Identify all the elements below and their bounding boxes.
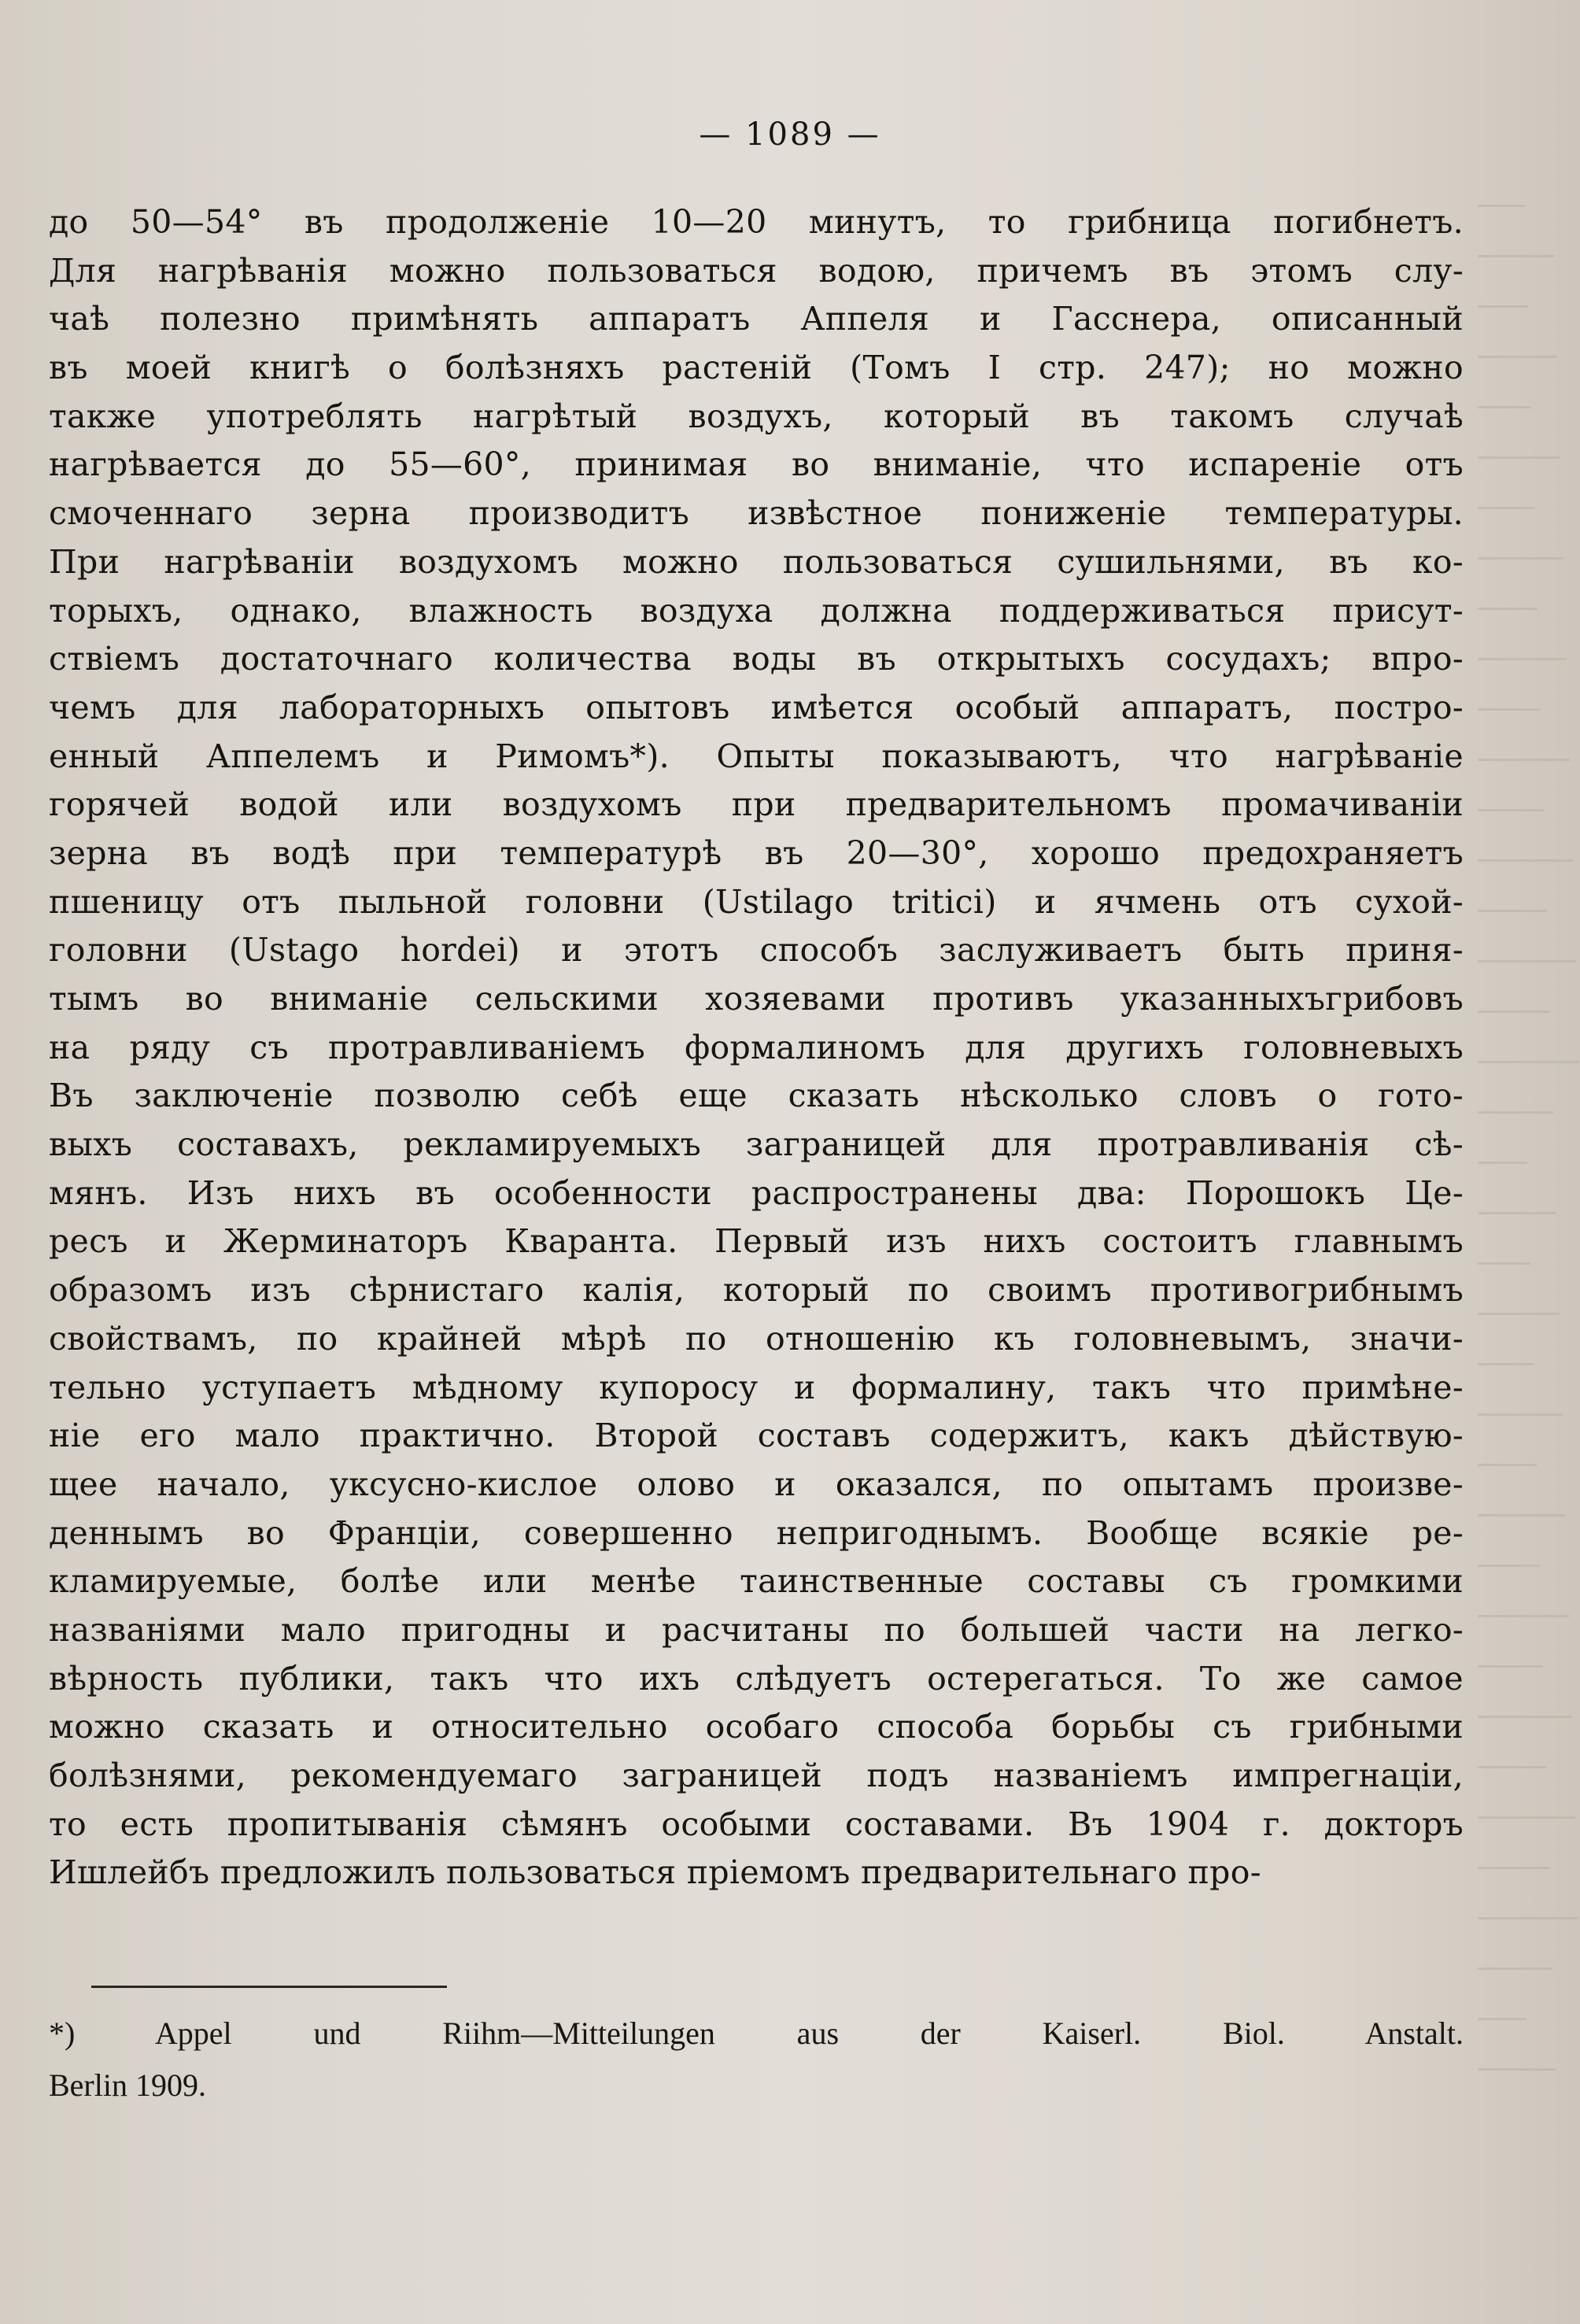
text-line: также употреблять нагрѣтый воздухъ, который въ такомъ случаѣ <box>49 397 1464 435</box>
show-through-mark <box>1478 2018 1526 2020</box>
text-line: мянъ. Изъ нихъ въ особенности распространены два: Порошокъ Це- <box>49 1173 1464 1212</box>
show-through-mark <box>1478 708 1541 711</box>
show-through-mark <box>1478 1464 1537 1466</box>
show-through-mark <box>1478 1111 1553 1114</box>
show-through-mark <box>1478 1162 1527 1164</box>
show-through-mark <box>1478 1665 1543 1668</box>
footnote-separator <box>91 1986 447 1988</box>
text-line: ресъ и Жерминаторъ Кваранта. Первый изъ нихъ состоитъ главнымъ <box>49 1222 1464 1261</box>
text-line: горячей водой или воздухомъ при предварительномъ промачиваніи <box>49 785 1464 824</box>
show-through-mark <box>1478 406 1531 408</box>
show-through-mark <box>1478 557 1563 560</box>
text-line: на ряду съ протравливаніемъ формалиномъ для другихъ головневыхъ <box>49 1028 1464 1066</box>
show-through-mark <box>1478 1766 1546 1768</box>
show-through-mark <box>1478 1816 1575 1819</box>
text-line: болѣзнями, рекомендуемаго заграницей подъ названіемъ импрегнаціи, <box>49 1757 1464 1794</box>
show-through-mark <box>1478 205 1525 207</box>
text-line: образомъ изъ сѣрнистаго калія, который по своимъ противогрибнымъ <box>49 1271 1464 1310</box>
show-through-mark <box>1478 1262 1530 1265</box>
show-through-mark <box>1478 1061 1579 1063</box>
show-through-mark <box>1478 1514 1566 1517</box>
text-line: свойствамъ, по крайней мѣрѣ по отношенію къ головневымъ, значи- <box>49 1319 1464 1358</box>
footnote <box>49 2008 1464 2112</box>
show-through-mark <box>1478 1011 1550 1013</box>
show-through-mark <box>1478 1716 1572 1718</box>
text-line: тымъ во вниманіе сельскими хозяевами противъ указанныхъгрибовъ <box>49 980 1464 1018</box>
text-line: ствіемъ достаточнаго количества воды въ открытыхъ сосудахъ; впро- <box>49 640 1464 678</box>
footnote-line: Berlin 1909. <box>49 2067 206 2103</box>
text-line: енный Аппелемъ и Римомъ*). Опыты показываютъ, что нагрѣваніе <box>49 737 1464 775</box>
show-through-mark <box>1478 507 1534 509</box>
show-through-mark <box>1478 608 1538 610</box>
show-through-mark <box>1478 658 1567 660</box>
page-number: — 1089 — <box>699 116 881 153</box>
text-line: ніе его мало практично. Второй составъ содержитъ, какъ дѣйствую- <box>49 1417 1464 1455</box>
show-through-mark <box>1478 1967 1552 1970</box>
text-line: выхъ составахъ, рекламируемыхъ заграницей для протравливанія сѣ- <box>49 1125 1464 1164</box>
show-through-mark <box>1478 1212 1556 1214</box>
text-line: въ моей книгѣ о болѣзняхъ растеній (Томъ I стр. 247); но можно <box>49 349 1464 387</box>
text-line: названіями мало пригодны и расчитаны по большей части на легко- <box>49 1610 1464 1649</box>
show-through-mark <box>1478 759 1570 761</box>
text-line: головни (Ustago hordei) и этотъ способъ заслуживаетъ быть приня- <box>49 931 1464 970</box>
show-through-mark <box>1478 456 1560 459</box>
text-line: торыхъ, однако, влажность воздуха должна поддерживаться присут- <box>49 591 1464 630</box>
text-line: щее начало, уксусно-кислое олово и оказался, по опытамъ произве- <box>49 1465 1464 1503</box>
text-line: чаѣ полезно примѣнять аппаратъ Аппеля и Гасснера, описанный <box>49 300 1464 338</box>
text-line: вѣрность публики, такъ что ихъ слѣдуетъ остерегаться. То же самое <box>49 1659 1464 1698</box>
show-through-mark <box>1478 255 1554 257</box>
show-through-mark <box>1478 356 1557 358</box>
show-through-mark <box>1478 960 1576 962</box>
text-line: Ишлейбъ предложилъ пользоваться пріемомъ предварительнаго про- <box>49 1853 1261 1892</box>
text-line: можно сказать и относительно особаго способа борьбы съ грибными <box>49 1708 1464 1746</box>
show-through-mark <box>1478 1413 1563 1416</box>
text-line: зерна въ водѣ при температурѣ въ 20—30°, хорошо предохраняетъ <box>49 833 1464 872</box>
show-through-mark <box>1478 1565 1540 1567</box>
show-through-mark <box>1478 1917 1578 1919</box>
text-line: тельно уступаетъ мѣдному купоросу и формалину, такъ что примѣне- <box>49 1368 1464 1406</box>
footnote-line: *) Appel und Riihm—Mitteilungen aus der Kaiserl. Biol. Anstalt. <box>49 2015 1464 2051</box>
show-through-mark <box>1478 1363 1534 1365</box>
text-line: пшеницу отъ пыльной головни (Ustilago tritici) и ячмень отъ сухой- <box>49 882 1464 921</box>
text-line: смоченнаго зерна производитъ извѣстное пониженіе температуры. <box>49 494 1464 533</box>
text-line: При нагрѣваніи воздухомъ можно пользоваться сушильнями, въ ко- <box>49 542 1464 581</box>
show-through-mark <box>1478 1313 1560 1315</box>
show-through-mark <box>1478 859 1573 862</box>
text-line: Для нагрѣванія можно пользоваться водою, причемъ въ этомъ слу- <box>49 251 1464 290</box>
show-through-mark <box>1478 910 1547 912</box>
text-line: до 50—54° въ продолженіе 10—20 минутъ, то грибница погибнетъ. <box>49 203 1464 241</box>
show-through-mark <box>1478 305 1528 308</box>
text-line: нагрѣвается до 55—60°, принимая во вниманіе, что испареніе отъ <box>49 445 1464 484</box>
text-line: Въ заключеніе позволю себѣ еще сказать нѣсколько словъ о гото- <box>49 1077 1464 1115</box>
text-line: кламируемые, болѣе или менѣе таинственные составы съ громкими <box>49 1562 1464 1601</box>
body-text <box>49 198 1464 1897</box>
show-through-mark <box>1478 1615 1569 1617</box>
text-line: деннымъ во Франціи, совершенно непригоднымъ. Вообще всякіе ре- <box>49 1513 1464 1552</box>
show-through-mark <box>1478 1867 1549 1869</box>
text-line: то есть пропитыванія сѣмянъ особыми составами. Въ 1904 г. докторъ <box>49 1805 1464 1843</box>
text-line: чемъ для лабораторныхъ опытовъ имѣется особый аппаратъ, постро- <box>49 688 1464 726</box>
show-through-mark <box>1478 809 1544 811</box>
show-through-mark <box>1478 2068 1556 2071</box>
show-through-text <box>1464 189 1580 2117</box>
